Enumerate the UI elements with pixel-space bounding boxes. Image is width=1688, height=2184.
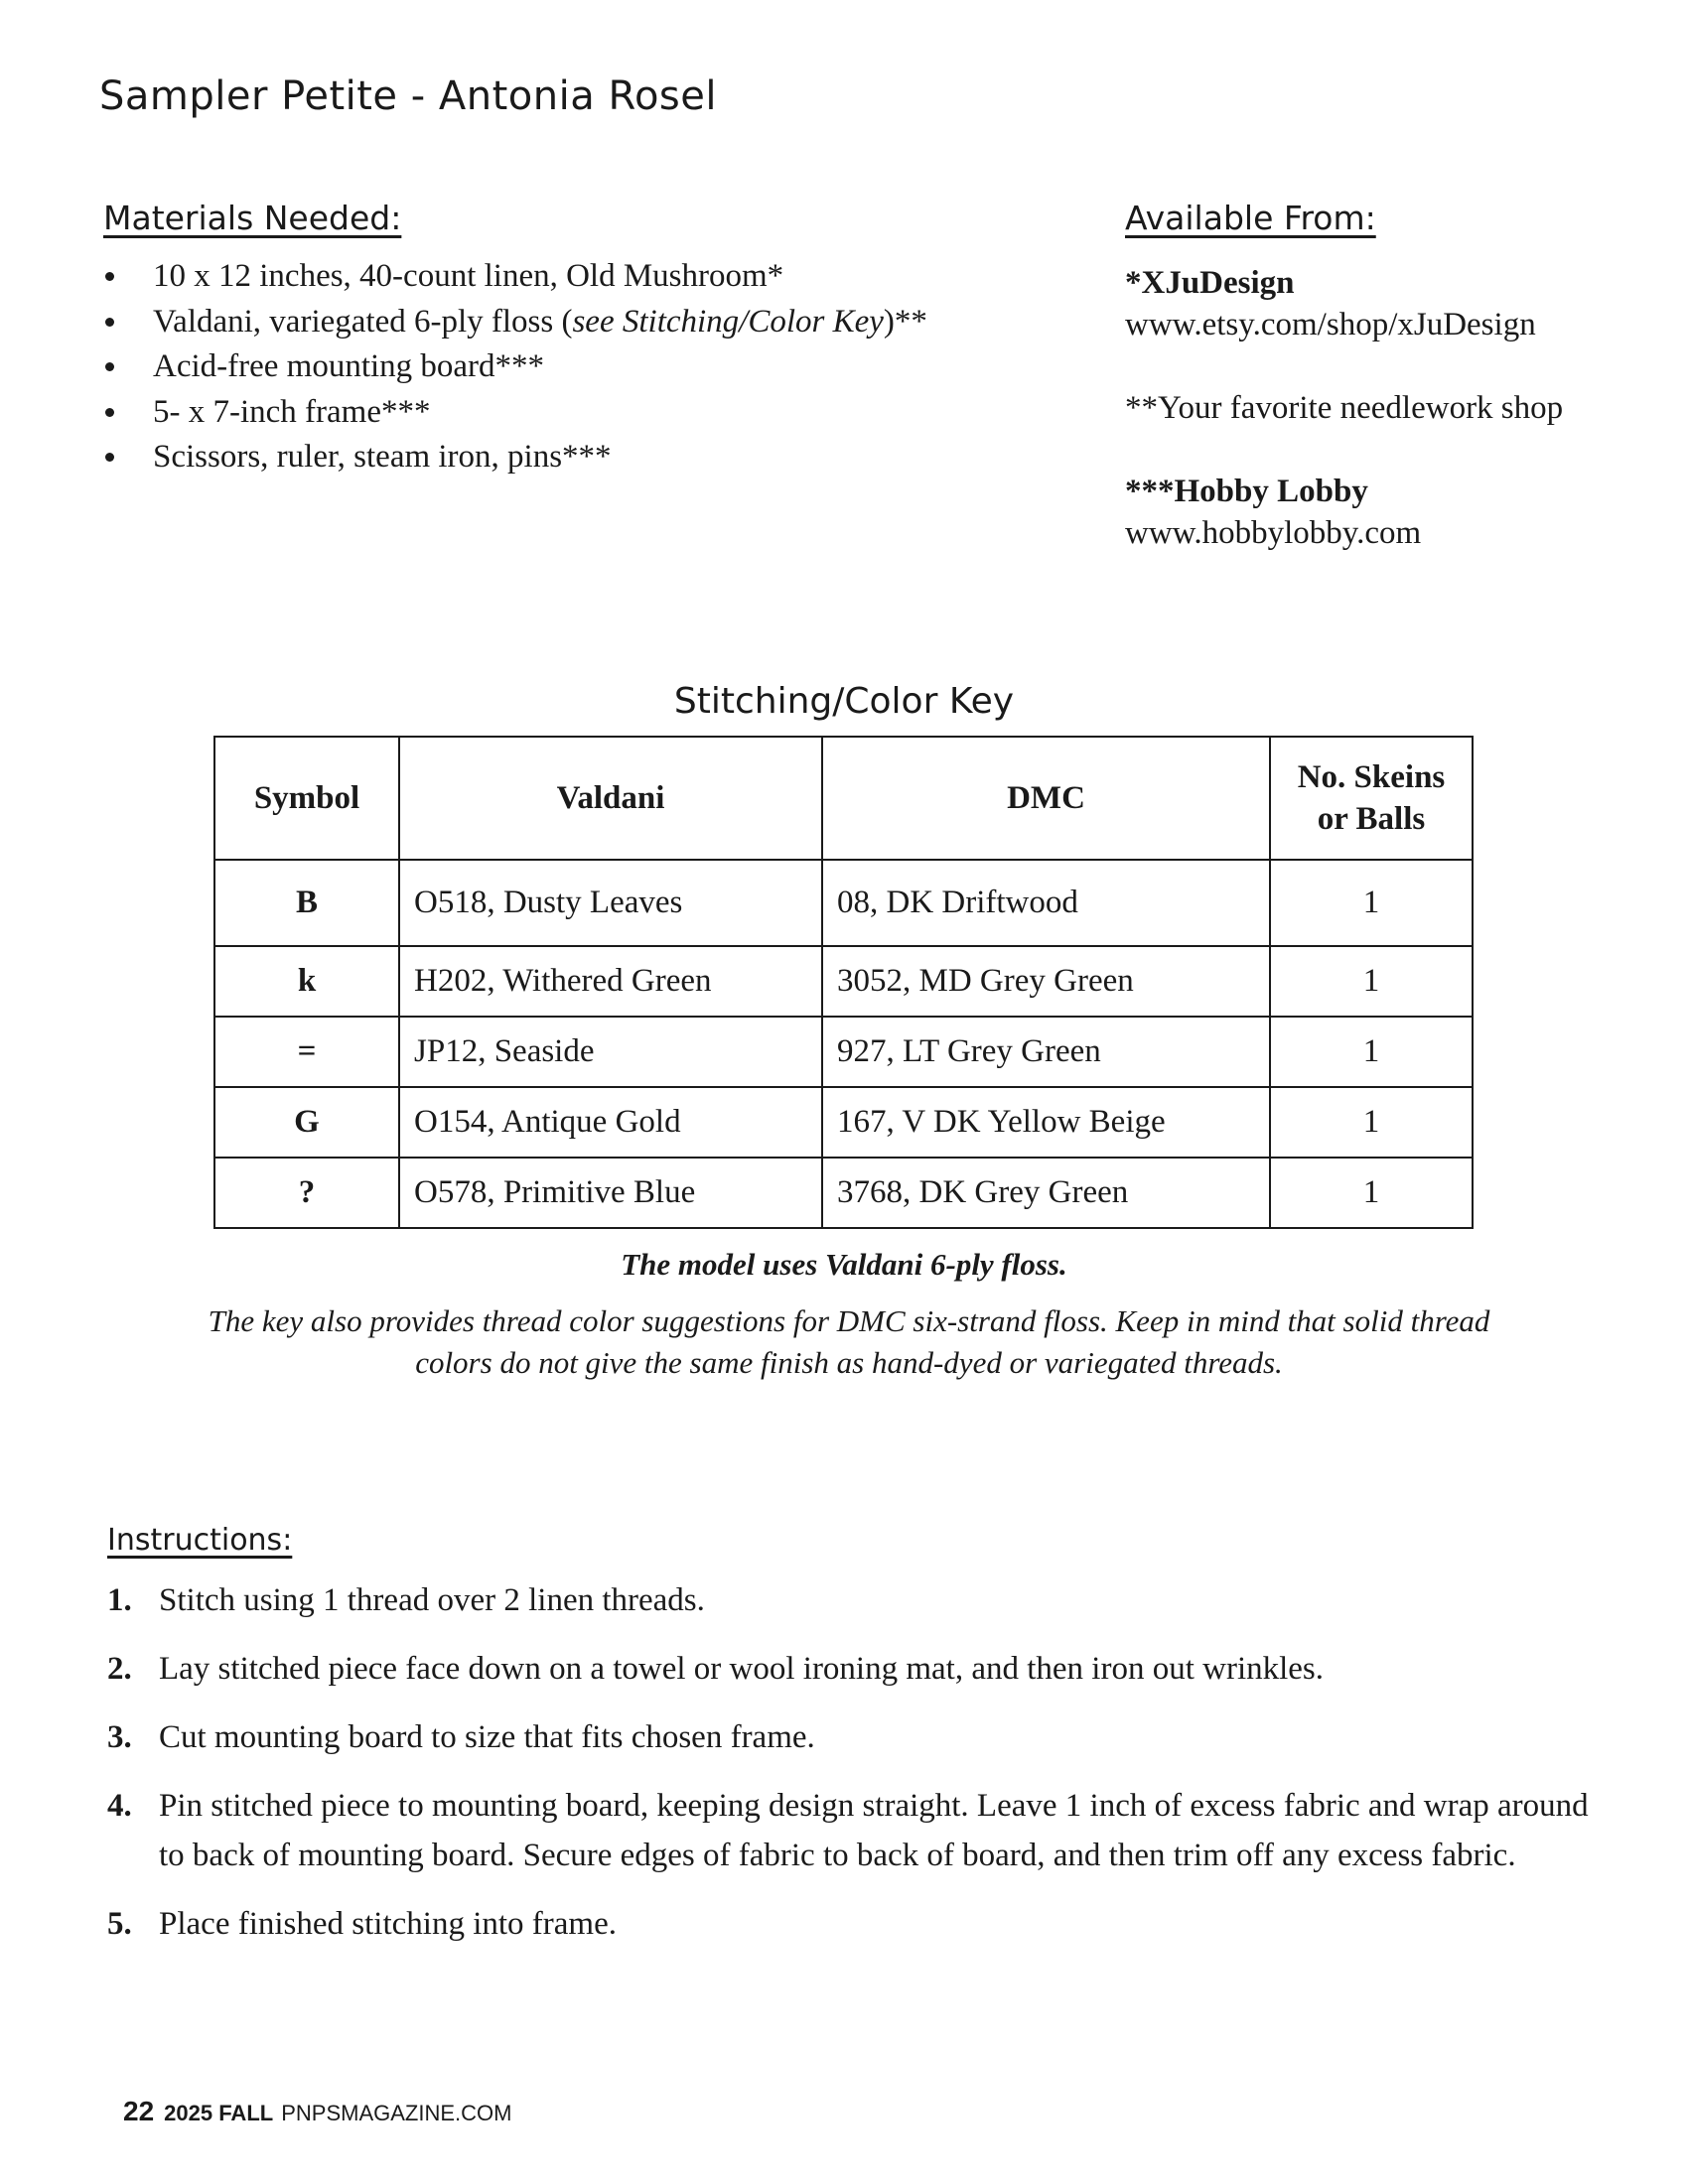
list-item [103, 300, 927, 345]
table-row [214, 1158, 1473, 1228]
list-item [103, 435, 927, 480]
step-text: Lay stitched piece face down on a towel or wool ironing mat, and then iron out wrinkles. [159, 1651, 1325, 1687]
step-text: Cut mounting board to size that fits chosen frame. [159, 1719, 815, 1755]
cell-symbol: ? [214, 1158, 399, 1228]
source-name: *XJuDesign [1125, 265, 1295, 301]
material-text-italic: see Stitching/Color Key [572, 303, 884, 340]
header-valdani: Valdani [399, 737, 822, 860]
table-row [214, 946, 1473, 1017]
material-text: 10 x 12 inches, 40-count linen, Old Mushroom* [153, 258, 784, 294]
color-key-title: Stitching/Color Key [673, 681, 1015, 722]
header-skeins-line2: or Balls [1317, 801, 1426, 837]
table-row [214, 1087, 1473, 1158]
source-url[interactable]: www.hobbylobby.com [1125, 515, 1422, 551]
issue-season: 2025 FALL [164, 2101, 274, 2125]
instructions-list [107, 1575, 1597, 1968]
instruction-step [107, 1575, 1597, 1625]
step-text: Stitch using 1 thread over 2 linen threads. [159, 1582, 705, 1618]
instruction-step [107, 1712, 1597, 1762]
key-note-bold: The model uses Valdani 6-ply floss. [621, 1247, 1067, 1282]
step-number: 5. [107, 1906, 132, 1942]
instruction-step [107, 1899, 1597, 1949]
instruction-step [107, 1781, 1597, 1880]
cell-valdani: O578, Primitive Blue [399, 1158, 822, 1228]
bullet-icon [105, 453, 114, 462]
step-number: 2. [107, 1651, 132, 1687]
page-footer [123, 2096, 511, 2127]
cell-valdani: O518, Dusty Leaves [399, 860, 822, 946]
cell-skeins: 1 [1270, 1087, 1473, 1158]
available-heading: Available From: [1125, 199, 1376, 237]
instructions-heading: Instructions: [107, 1523, 293, 1558]
cell-symbol: k [214, 946, 399, 1017]
material-text: Scissors, ruler, steam iron, pins*** [153, 439, 612, 475]
step-number: 1. [107, 1582, 132, 1618]
material-text-post: )** [883, 303, 927, 340]
material-text: Acid-free mounting board*** [153, 348, 545, 384]
step-number: 4. [107, 1788, 132, 1824]
materials-heading: Materials Needed: [103, 199, 402, 237]
cell-symbol: = [214, 1017, 399, 1087]
header-dmc: DMC [822, 737, 1270, 860]
cell-valdani: JP12, Seaside [399, 1017, 822, 1087]
cell-skeins: 1 [1270, 1158, 1473, 1228]
cell-dmc: 3052, MD Grey Green [822, 946, 1270, 1017]
list-item [103, 254, 927, 300]
step-number: 3. [107, 1719, 132, 1755]
header-skeins [1270, 737, 1473, 860]
instruction-step [107, 1644, 1597, 1694]
table-row [214, 860, 1473, 946]
list-item [103, 390, 927, 436]
bullet-icon [105, 272, 114, 281]
source-name: ***Hobby Lobby [1125, 474, 1368, 509]
bullet-icon [105, 362, 114, 371]
table-header-row [214, 737, 1473, 860]
cell-valdani: O154, Antique Gold [399, 1087, 822, 1158]
magazine-site: PNPSMAGAZINE.COM [281, 2101, 512, 2125]
source-hobby-lobby [1125, 471, 1368, 512]
key-note: The key also provides thread color suggestions for DMC six-strand floss. Keep in mind that solid thread colors do not give the same finish as hand-dyed or variegated threads. [208, 1303, 1490, 1380]
page-number: 22 [123, 2096, 155, 2126]
step-text: Pin stitched piece to mounting board, keeping design straight. Leave 1 inch of excess fabric and wrap around to back of mounting board. Secure edges of fabric to back of board, and then trim off any excess fabric. [159, 1788, 1589, 1873]
header-skeins-line1: No. Skeins [1297, 759, 1446, 795]
cell-dmc: 167, V DK Yellow Beige [822, 1087, 1270, 1158]
cell-symbol: B [214, 860, 399, 946]
header-symbol: Symbol [214, 737, 399, 860]
cell-skeins: 1 [1270, 1017, 1473, 1087]
cell-symbol: G [214, 1087, 399, 1158]
cell-dmc: 3768, DK Grey Green [822, 1158, 1270, 1228]
cell-skeins: 1 [1270, 946, 1473, 1017]
step-text: Place finished stitching into frame. [159, 1906, 617, 1942]
source-xjudesign [1125, 262, 1295, 304]
cell-valdani: H202, Withered Green [399, 946, 822, 1017]
material-text: 5- x 7-inch frame*** [153, 393, 431, 430]
color-key-table [213, 736, 1474, 1229]
cell-dmc: 08, DK Driftwood [822, 860, 1270, 946]
bullet-icon [105, 408, 114, 417]
source-shop: **Your favorite needlework shop [1125, 390, 1564, 426]
list-item [103, 344, 927, 390]
materials-list [103, 254, 927, 480]
page-title: Sampler Petite - Antonia Rosel [99, 73, 717, 119]
table-row [214, 1017, 1473, 1087]
cell-skeins: 1 [1270, 860, 1473, 946]
source-url[interactable]: www.etsy.com/shop/xJuDesign [1125, 307, 1536, 342]
bullet-icon [105, 318, 114, 327]
material-text-pre: Valdani, variegated 6-ply floss ( [153, 303, 573, 340]
cell-dmc: 927, LT Grey Green [822, 1017, 1270, 1087]
